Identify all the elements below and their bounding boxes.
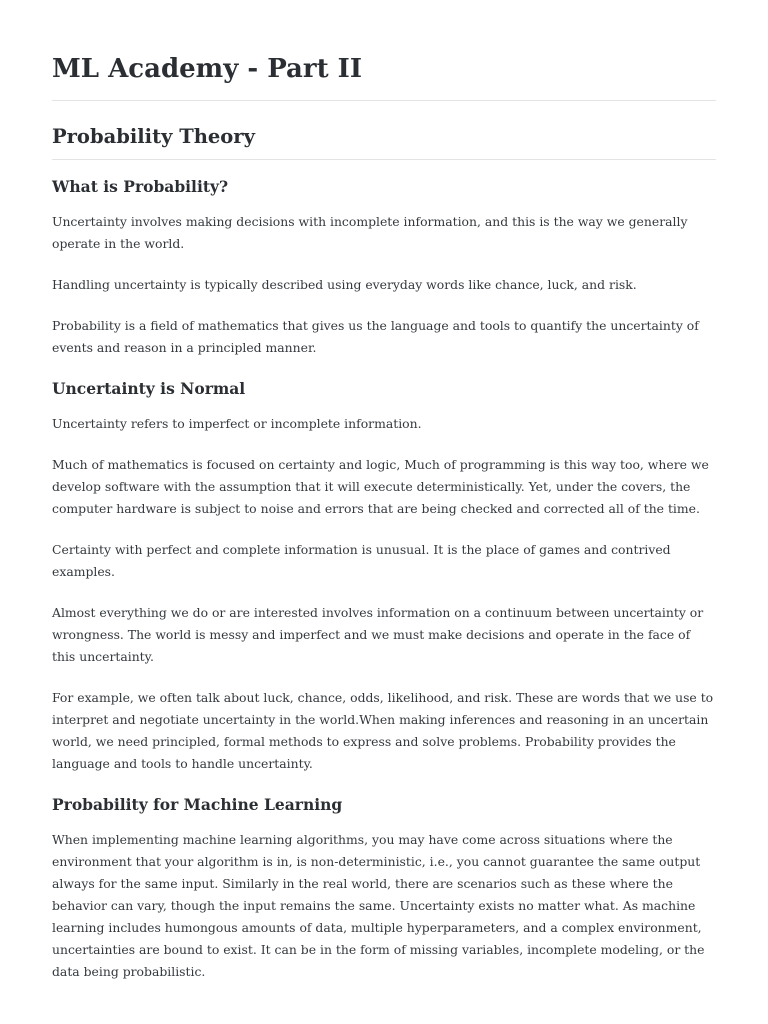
paragraph: Almost everything we do or are interested involves information on a continuum between uncertainty or wrongness. The world is messy and imperfect and we must make decisions and operate in the face of this uncertainty.: [52, 605, 704, 664]
page-title: ML Academy - Part II: [52, 54, 362, 84]
subsection-probability-for-ml: [52, 792, 716, 983]
subsection-heading: What is Probability?: [52, 177, 229, 196]
section-title: Probability Theory: [52, 125, 255, 148]
subsection-heading: Probability for Machine Learning: [52, 795, 343, 814]
paragraph: When implementing machine learning algorithms, you may have come across situations where the environment that your algorithm is in, is non-deterministic, i.e., you cannot guarantee the same output always for the same input. Similarly in the real world, there are scenarios such as these where the behavior can vary, though the input remains the same. Uncertainty exists no matter what. As machine learning includes humongous amounts of data, multiple hyperparameters, and a complex environment, uncertainties are bound to exist. It can be in the form of missing variables, incomplete modeling, or the data being probabilistic.: [52, 832, 705, 979]
paragraph: Certainty with perfect and complete information is unusual. It is the place of games and contrived examples.: [52, 542, 671, 579]
paragraph: Probability is a field of mathematics that gives us the language and tools to quantify the uncertainty of events and reason in a principled manner.: [52, 318, 699, 355]
paragraph: Much of mathematics is focused on certainty and logic, Much of programming is this way too, where we develop software with the assumption that it will execute deterministically. Yet, under the covers, the computer hardware is subject to noise and errors that are being checked and corrected all of the time.: [52, 457, 709, 516]
section-divider: [52, 159, 716, 160]
paragraph: Uncertainty refers to imperfect or incomplete information.: [52, 416, 422, 431]
paragraph: For example, we often talk about luck, chance, odds, likelihood, and risk. These are words that we use to interpret and negotiate uncertainty in the world.When making inferences and reasoning in an uncertain world, we need principled, formal methods to express and solve problems. Probability provides the language and tools to handle uncertainty.: [52, 690, 714, 771]
paragraph: Handling uncertainty is typically described using everyday words like chance, luck, and risk.: [52, 277, 637, 292]
subsection-uncertainty-is-normal: [52, 376, 716, 775]
subsection-what-is-probability: [52, 174, 716, 359]
subsection-heading: Uncertainty is Normal: [52, 379, 246, 398]
paragraph: Uncertainty involves making decisions with incomplete information, and this is the way we generally operate in the world.: [52, 214, 688, 251]
